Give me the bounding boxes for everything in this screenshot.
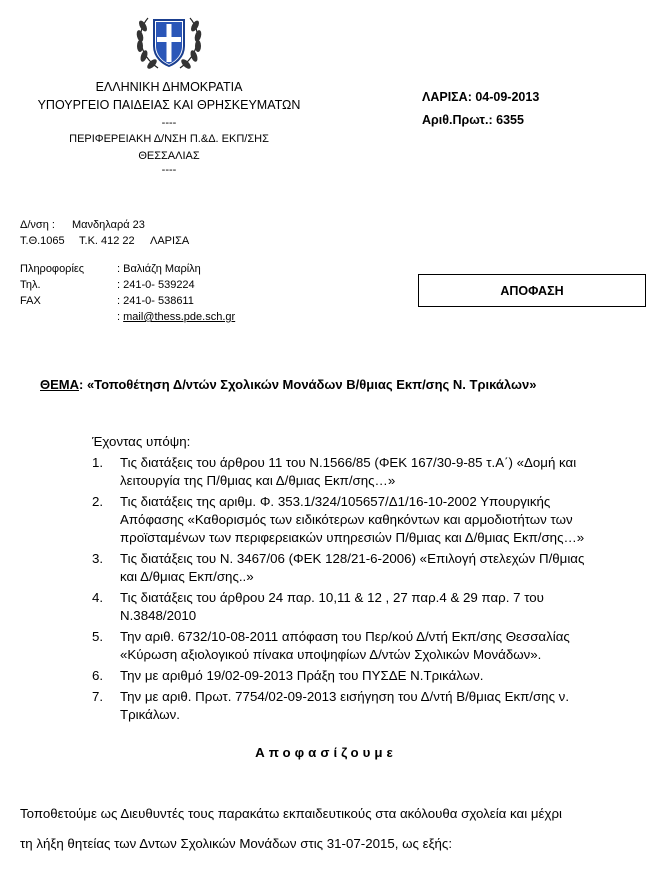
- list-item: [92, 550, 652, 586]
- po-box: Τ.Θ.1065: [20, 235, 65, 247]
- considering-heading: Έχοντας υπόψη:: [92, 434, 191, 449]
- email-link[interactable]: mail@thess.pde.sch.gr: [123, 311, 236, 323]
- list-item: [92, 688, 652, 724]
- region-title: ΘΕΣΣΑΛΙΑΣ: [138, 150, 200, 162]
- subject-label: ΘΕΜΑ: [40, 377, 79, 392]
- closing-line-1: Τοποθετούμε ως Διευθυντές τους παρακάτω εκπαιδευτικούς στα ακόλουθα σχολεία και μέχρι: [20, 806, 562, 821]
- tel-value: : 241-0- 539224: [117, 279, 195, 291]
- item-number: 2.: [92, 494, 104, 509]
- email-colon: :: [117, 311, 121, 323]
- item-number: 4.: [92, 590, 104, 605]
- item-line: Τις διατάξεις του άρθρου 11 του Ν.1566/85 (ΦΕΚ 167/30-9-85 τ.Α΄) «Δομή και: [120, 455, 577, 470]
- protocol-number: Αριθ.Πρωτ.: 6355: [422, 113, 524, 127]
- subject-text: : «Τοποθέτηση Δ/ντών Σχολικών Μονάδων Β/θμιας Εκπ/σης Ν. Τρικάλων»: [79, 377, 537, 392]
- item-number: 3.: [92, 551, 104, 566]
- fax-value: : 241-0- 538611: [117, 295, 194, 307]
- item-number: 1.: [92, 455, 104, 470]
- item-line: και Δ/θμιας Εκπ/σης..»: [120, 569, 254, 584]
- subject-line: [40, 377, 536, 392]
- header-separator: ----: [161, 117, 177, 129]
- email-row: [117, 311, 235, 323]
- item-line: Τις διατάξεις του άρθρου 24 παρ. 10,11 & 12 , 27 παρ.4 & 29 παρ. 7 του: [120, 590, 544, 605]
- address-street: Μανδηλαρά 23: [72, 219, 145, 231]
- list-item: [92, 454, 652, 490]
- document-date: ΛΑΡΙΣΑ: 04-09-2013: [422, 90, 540, 104]
- item-number: 6.: [92, 668, 104, 683]
- item-line: Την αριθ. 6732/10-08-2011 απόφαση του Περ/κού Δ/ντή Εκπ/σης Θεσσαλίας: [120, 629, 570, 644]
- info-label: Πληροφορίες: [20, 263, 85, 275]
- item-number: 7.: [92, 689, 104, 704]
- decision-box: ΑΠΟΦΑΣΗ: [418, 274, 646, 307]
- item-line: Τρικάλων.: [120, 707, 180, 722]
- item-line: Την με αριθ. Πρωτ. 7754/02-09-2013 εισήγηση του Δ/ντή Β/θμιας Εκπ/σης ν.: [120, 689, 570, 704]
- country-title: ΕΛΛΗΝΙΚΗ ΔΗΜΟΚΡΑΤΙΑ: [95, 80, 243, 94]
- item-line: λειτουργία της Π/θμιας και Δ/θμιας Εκπ/σης…»: [120, 473, 396, 488]
- postal-code: Τ.Κ. 412 22: [79, 235, 135, 247]
- address-label: Δ/νση :: [20, 219, 55, 231]
- list-item: [92, 493, 652, 547]
- directorate-title: ΠΕΡΙΦΕΡΕΙΑΚΗ Δ/ΝΣΗ Π.&Δ. ΕΚΠ/ΣΗΣ: [69, 133, 269, 145]
- fax-label: FAX: [20, 295, 41, 307]
- item-line: Ν.3848/2010: [120, 608, 197, 623]
- header-separator: ----: [161, 164, 177, 176]
- item-line: Τις διατάξεις της αριθμ. Φ. 353.1/324/105657/Δ1/16-10-2002 Υπουργικής: [120, 494, 551, 509]
- ministry-title: ΥΠΟΥΡΓΕΙΟ ΠΑΙΔΕΙΑΣ ΚΑΙ ΘΡΗΣΚΕΥΜΑΤΩΝ: [37, 98, 301, 112]
- item-line: Την με αριθμό 19/02-09-2013 Πράξη του ΠΥΣΔΕ Ν.Τρικάλων.: [120, 668, 484, 683]
- address-city: ΛΑΡΙΣΑ: [150, 235, 190, 247]
- considerations-list: [92, 454, 652, 727]
- closing-line-2: τη λήξη θητείας των Δντων Σχολικών Μονάδων στις 31-07-2015, ως εξής:: [20, 836, 453, 851]
- item-line: Απόφασης «Καθορισμός των ειδικότερων καθηκόντων και αρμοδιοτήτων των: [120, 512, 573, 527]
- item-line: Τις διατάξεις του Ν. 3467/06 (ΦΕΚ 128/21-6-2006) «Επιλογή στελεχών Π/θμιας: [120, 551, 585, 566]
- list-item: [92, 667, 652, 685]
- item-line: προϊσταμένων των περιφερειακών υπηρεσιών Π/θμιας και Δ/θμιας Εκπ/σης…»: [120, 530, 585, 545]
- list-item: [92, 589, 652, 625]
- greek-republic-emblem: [128, 8, 210, 76]
- decision-heading: Αποφασίζουμε: [255, 745, 397, 760]
- item-number: 5.: [92, 629, 104, 644]
- tel-label: Τηλ.: [20, 279, 41, 291]
- list-item: [92, 628, 652, 664]
- item-line: «Κύρωση αξιολογικού πίνακα υποψηφίων Δ/ντών Σχολικών Μονάδων».: [120, 647, 542, 662]
- info-value: : Βαλιάζη Μαρίλη: [117, 263, 201, 275]
